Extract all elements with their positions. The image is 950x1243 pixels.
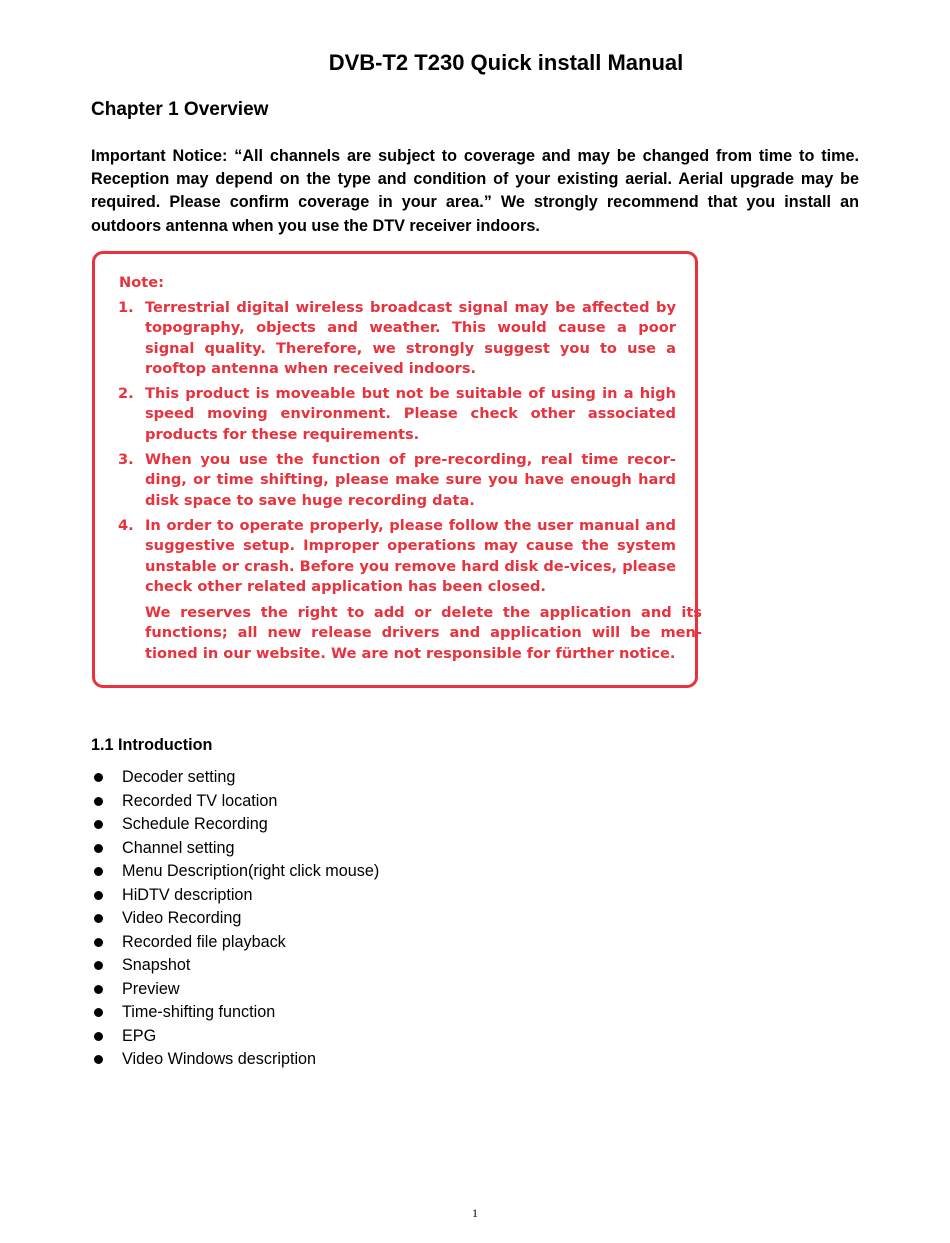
list-item [91, 907, 379, 931]
note-title: Note: [119, 274, 164, 291]
list-item [91, 790, 379, 814]
note-disclaimer: We reserves the right to add or delete the application and its functions; all new release drivers and application will be men-tioned in our website. We are not responsible for fürther notice. [145, 604, 702, 662]
note-item-text: This product is moveable but not be suitable of using in a high speed moving environment. Please check other associated products for these requirements. [145, 385, 676, 443]
note-item-number: 2. [118, 385, 134, 402]
list-item-label: Video Windows description [122, 1050, 317, 1068]
bullet-icon [94, 867, 103, 876]
bullet-icon [94, 797, 103, 806]
bullet-icon [94, 961, 103, 970]
list-item [91, 1025, 379, 1049]
list-item [91, 954, 379, 978]
introduction-heading: 1.1 Introduction [91, 736, 213, 754]
list-item-label: Schedule Recording [122, 815, 268, 833]
list-item-label: Video Recording [122, 909, 242, 927]
list-item-label: EPG [122, 1026, 157, 1045]
list-item [91, 931, 379, 955]
note-item-text: When you use the function of pre-recording, real time recor-ding, or time shifting, please make sure you have enough hard disk space to save huge recording data. [145, 451, 676, 509]
important-notice: Important Notice: “All channels are subject to coverage and may be changed from time to time. Reception may depend on the type and condition of your existing aerial. Aerial upgrade may be required. Please confirm coverage in your area.” We strongly recommend that you install an outdoors antenna when you use the DTV receiver indoors. [91, 147, 859, 235]
note-box [92, 251, 702, 688]
bullet-icon [94, 938, 103, 947]
note-item-text: In order to operate properly, please follow the user manual and suggestive setup. Improper operations may cause the system unstable or crash. Before you remove hard disk de-vices, please check other related application has been closed. [145, 517, 676, 596]
bullet-icon [94, 914, 103, 923]
list-item [91, 766, 379, 790]
bullet-icon [94, 820, 103, 829]
list-item-label: Menu Description(right click mouse) [122, 862, 380, 880]
note-item-text: Terrestrial digital wireless broadcast signal may be affected by topography, objects and weather. This would cause a poor signal quality. Therefore, we strongly suggest you to use a rooftop antenna when received indoors. [145, 299, 676, 378]
bullet-icon [94, 1032, 103, 1041]
chapter-heading: Chapter 1 Overview [91, 99, 269, 120]
list-item-label: Recorded TV location [122, 791, 278, 810]
list-item [91, 860, 379, 884]
list-item [91, 978, 379, 1002]
bullet-icon [94, 773, 103, 782]
list-item [91, 813, 379, 837]
introduction-list [91, 766, 379, 1072]
list-item [91, 837, 379, 861]
note-item-number: 3. [118, 451, 134, 468]
note-item-number: 4. [118, 517, 134, 534]
document-title: DVB-T2 T230 Quick install Manual [328, 50, 684, 75]
list-item-label: HiDTV description [122, 885, 253, 904]
bullet-icon [94, 844, 103, 853]
note-item-number: 1. [118, 299, 134, 316]
list-item [91, 884, 379, 908]
page-number: 1 [472, 1206, 478, 1220]
bullet-icon [94, 985, 103, 994]
list-item [91, 1048, 379, 1072]
list-item-label: Preview [122, 979, 180, 998]
list-item-label: Channel setting [122, 838, 235, 857]
list-item-label: Time-shifting function [122, 1003, 276, 1021]
bullet-icon [94, 1008, 103, 1017]
bullet-icon [94, 891, 103, 900]
list-item-label: Decoder setting [122, 768, 236, 786]
list-item-label: Snapshot [122, 956, 191, 974]
list-item [91, 1001, 379, 1025]
list-item-label: Recorded file playback [122, 932, 286, 951]
bullet-icon [94, 1055, 103, 1064]
